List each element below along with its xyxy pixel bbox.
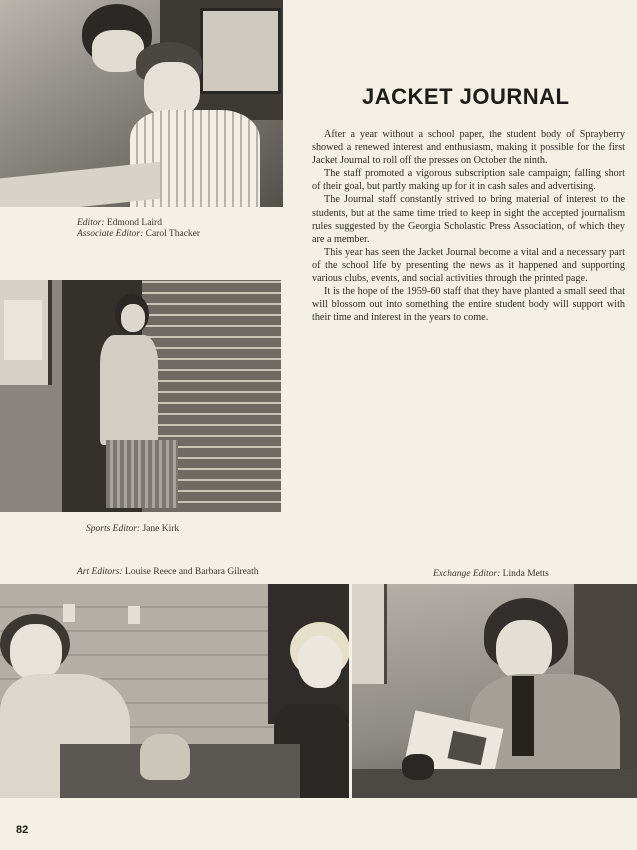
article-paragraph: It is the hope of the 1959-60 staff that they have planted a small seed that will blossom out into something the entire student body will support with their time and interest in the years to come. — [312, 286, 625, 324]
page-number: 82 — [16, 824, 29, 836]
caption-sports-role: Sports Editor: — [86, 524, 141, 534]
article-body — [312, 128, 625, 324]
photo-editors — [0, 0, 283, 207]
caption-exchange-editor — [433, 568, 549, 580]
page-title: JACKET JOURNAL — [362, 84, 570, 109]
caption-sports-editor — [86, 523, 179, 535]
photo-exchange-editor — [352, 584, 637, 798]
article-paragraph: The Journal staff constantly strived to bring material of interest to the students, but at the same time tried to keep in sight the accepted journalism rules suggested by the Georgia Scholastic Press Association, of which they are a member. — [312, 194, 625, 245]
caption-exchange-name: Linda Metts — [502, 569, 549, 579]
caption-associate-role: Associate Editor: — [77, 229, 144, 239]
caption-art-names: Louise Reece and Barbara Gilreath — [125, 567, 259, 577]
caption-associate-editor — [77, 228, 200, 240]
caption-associate-name: Carol Thacker — [145, 229, 201, 239]
caption-editor-name: Edmond Laird — [106, 218, 162, 228]
caption-art-role: Art Editors: — [77, 567, 123, 577]
photo-sports-editor — [0, 280, 281, 512]
article-paragraph: The staff promoted a vigorous subscription sale campaign; falling short of their goal, but partly making up for it in cash sales and advertising. — [312, 168, 625, 193]
photo-art-editors — [0, 584, 349, 798]
caption-editor-role: Editor: — [77, 218, 105, 228]
caption-art-editors — [77, 566, 259, 578]
article-paragraph: This year has seen the Jacket Journal become a vital and a necessary part of the school life by presenting the news as it happened and supporting various clubs, events, and social activities through the printed page. — [312, 246, 625, 285]
caption-sports-name: Jane Kirk — [142, 524, 180, 534]
caption-exchange-role: Exchange Editor: — [433, 569, 501, 579]
article-paragraph: After a year without a school paper, the student body of Sprayberry showed a renewed interest and enthusiasm, making it possible for the first Jacket Journal to roll off the presses on October the ninth. — [312, 129, 625, 167]
